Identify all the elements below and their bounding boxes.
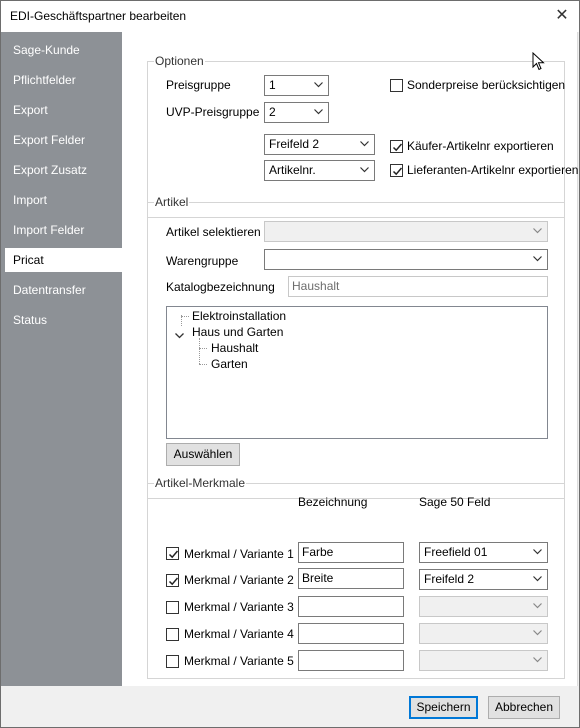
merkmal-2-sage-feld-value: Freifeld 2 <box>424 572 475 586</box>
merkmal-1-sage-feld-value: Freefield 01 <box>424 545 488 559</box>
sidebar-item-pflichtfelder[interactable]: Pflichtfelder <box>13 73 76 87</box>
chevron-down-icon <box>533 576 542 582</box>
mouse-cursor-icon <box>532 52 545 74</box>
save-button[interactable]: Speichern <box>409 696 478 719</box>
title-bar <box>1 1 579 32</box>
freifeld-value: Freifeld 2 <box>269 137 320 151</box>
merkmal-4-checkbox[interactable] <box>166 628 179 641</box>
merkmal-5-label: Merkmal / Variante 5 <box>184 654 294 668</box>
preisgruppe-value: 1 <box>269 78 276 92</box>
uvp-preisgruppe-select[interactable] <box>264 102 329 123</box>
tree-node-haus-und-garten[interactable]: Haus und Garten <box>192 325 284 339</box>
preisgruppe-select[interactable] <box>264 75 329 96</box>
chevron-down-icon <box>533 630 542 636</box>
tree-connector <box>199 364 207 365</box>
close-icon[interactable]: ✕ <box>555 7 569 24</box>
merkmal-4-label: Merkmal / Variante 4 <box>184 627 294 641</box>
tree-node-haushalt[interactable]: Haushalt <box>211 341 259 355</box>
merkmal-5-sage-feld-select[interactable] <box>419 650 548 671</box>
sidebar-item-status[interactable]: Status <box>13 313 48 327</box>
sidebar-item-datentransfer[interactable]: Datentransfer <box>13 283 86 297</box>
sidebar-item-export-felder[interactable]: Export Felder <box>13 133 86 147</box>
sage-feld-column-header: Sage 50 Feld <box>419 495 491 509</box>
sidebar-item-pricat[interactable]: Pricat <box>5 248 122 272</box>
merkmal-1-checkbox[interactable] <box>166 547 179 560</box>
merkmal-5-checkbox[interactable] <box>166 655 179 668</box>
merkmal-2-sage-feld-select[interactable] <box>419 569 548 590</box>
check-icon <box>392 142 403 153</box>
chevron-down-icon <box>360 141 369 147</box>
merkmal-3-bezeichnung-input[interactable] <box>298 596 404 617</box>
warengruppe-label: Warengruppe <box>166 254 239 268</box>
artikelnr-select[interactable] <box>264 160 375 181</box>
uvp-preisgruppe-label: UVP-Preisgruppe <box>166 105 260 119</box>
tree-node-elektroinstallation[interactable]: Elektroinstallation <box>192 309 287 323</box>
merkmal-4-sage-feld-select[interactable] <box>419 623 548 644</box>
merkmal-3-label: Merkmal / Variante 3 <box>184 600 294 614</box>
check-icon <box>392 166 403 177</box>
tree-connector <box>181 316 189 317</box>
artikel-merkmale-group <box>147 476 565 679</box>
sidebar-item-export[interactable]: Export <box>13 103 48 117</box>
auswaehlen-button[interactable]: Auswählen <box>166 443 240 466</box>
merkmal-1-label: Merkmal / Variante 1 <box>184 547 294 561</box>
sidebar-item-sage-kunde[interactable]: Sage-Kunde <box>13 43 80 57</box>
merkmal-2-label: Merkmal / Variante 2 <box>184 573 294 587</box>
warengruppen-tree[interactable] <box>166 306 548 439</box>
warengruppe-select[interactable] <box>264 249 548 270</box>
merkmal-3-checkbox[interactable] <box>166 601 179 614</box>
artikel-title: Artikel <box>155 195 189 209</box>
merkmal-1-sage-feld-select[interactable] <box>419 542 548 563</box>
optionen-group <box>147 54 579 218</box>
katalogbezeichnung-field[interactable]: Haushalt <box>288 276 548 297</box>
check-icon <box>168 576 179 587</box>
sonderpreise-checkbox[interactable] <box>390 79 403 92</box>
kaeufer-artikelnr-checkbox[interactable] <box>390 140 403 153</box>
optionen-title: Optionen <box>155 54 204 68</box>
cancel-button[interactable]: Abbrechen <box>488 696 560 719</box>
merkmal-2-checkbox[interactable] <box>166 574 179 587</box>
chevron-down-icon <box>360 167 369 173</box>
artikel-group <box>147 195 565 499</box>
merkmal-3-sage-feld-select[interactable] <box>419 596 548 617</box>
katalogbezeichnung-label: Katalogbezeichnung <box>166 280 275 294</box>
tree-node-garten[interactable]: Garten <box>211 357 248 371</box>
preisgruppe-label: Preisgruppe <box>166 78 231 92</box>
sonderpreise-label: Sonderpreise berücksichtigen <box>407 78 566 92</box>
merkmal-2-bezeichnung-input[interactable]: Breite <box>298 568 404 589</box>
sidebar-item-export-zusatz[interactable]: Export Zusatz <box>13 163 88 177</box>
kaeufer-artikelnr-label: Käufer-Artikelnr exportieren <box>407 139 554 153</box>
check-icon <box>168 549 179 560</box>
uvp-preisgruppe-value: 2 <box>269 105 276 119</box>
chevron-down-icon <box>314 109 323 115</box>
artikel-selektieren-select[interactable] <box>264 221 548 242</box>
merkmal-4-bezeichnung-input[interactable] <box>298 623 404 644</box>
tree-connector <box>199 348 207 349</box>
chevron-down-icon <box>533 549 542 555</box>
lieferanten-artikelnr-label: Lieferanten-Artikelnr exportieren <box>407 163 579 177</box>
sidebar-item-import-felder[interactable]: Import Felder <box>13 223 85 237</box>
chevron-down-icon <box>533 228 542 234</box>
chevron-down-icon <box>314 82 323 88</box>
sidebar <box>1 32 122 686</box>
artikel-merkmale-title: Artikel-Merkmale <box>155 476 246 490</box>
window-title: EDI-Geschäftspartner bearbeiten <box>10 9 187 23</box>
artikelnr-value: Artikelnr. <box>269 163 316 177</box>
bezeichnung-column-header: Bezeichnung <box>298 495 368 509</box>
freifeld-select[interactable] <box>264 134 375 155</box>
pricat-panel <box>122 32 578 686</box>
sidebar-item-import[interactable]: Import <box>13 193 48 207</box>
chevron-down-icon[interactable] <box>175 328 184 342</box>
merkmal-5-bezeichnung-input[interactable] <box>298 650 404 671</box>
artikel-selektieren-label: Artikel selektieren <box>166 225 261 239</box>
lieferanten-artikelnr-checkbox[interactable] <box>390 164 403 177</box>
merkmal-1-bezeichnung-input[interactable]: Farbe <box>298 542 404 563</box>
tree-connector <box>199 338 200 364</box>
chevron-down-icon <box>533 256 542 262</box>
chevron-down-icon <box>533 657 542 663</box>
chevron-down-icon <box>533 603 542 609</box>
